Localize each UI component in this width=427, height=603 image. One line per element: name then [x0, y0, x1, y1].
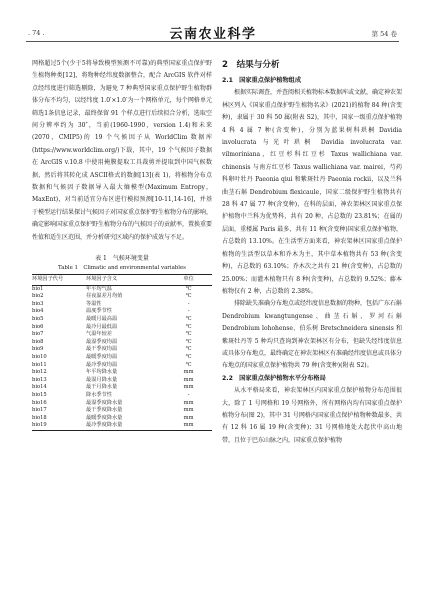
cell-variable-unit: ℃ — [185, 361, 192, 368]
table-caption-en: Table 1 Climatic and environmental variables — [58, 265, 186, 272]
cell-variable-unit: mm — [183, 407, 194, 414]
page-number: . 74 . — [28, 29, 45, 37]
header-rule — [26, 41, 399, 42]
cell-variable-code: bio1 — [32, 285, 44, 292]
cell-variable-meaning: 最暖季度均温 — [86, 354, 118, 361]
table-row — [32, 400, 212, 408]
cell-variable-code: bio10 — [32, 354, 47, 361]
table-row — [32, 377, 212, 385]
cell-variable-unit: mm — [183, 376, 194, 383]
horizontal-distribution-paragraph: 从水平格局来看，神农架林区内国家重点保护植物分布范围很大，除了 1 号网格和 19 号网格外，所有网格内均有国家重点保护植物分布(图 2)，其中 31 号网格内国家重点保护植物种数最多，共有 12 科 16 属 19 种(含变种)；31 号网格地处大起伏中高山地带，且位于巴东山脉之内，国家重点保护植物 — [222, 387, 402, 444]
cell-variable-unit: mm — [183, 414, 194, 421]
cell-variable-code: bio18 — [32, 414, 47, 421]
cell-variable-unit: mm — [183, 399, 194, 406]
cell-variable-unit: - — [187, 392, 190, 398]
cell-variable-unit: - — [187, 308, 190, 315]
cell-variable-meaning: 最干季度均温 — [86, 346, 118, 353]
table-row — [32, 369, 212, 377]
cell-variable-meaning: 最湿季度均温 — [86, 338, 118, 345]
cell-variable-code: bio11 — [32, 361, 47, 368]
table-row — [32, 339, 212, 347]
table-row — [32, 392, 212, 400]
cell-variable-code: bio2 — [32, 293, 44, 300]
table-body — [32, 285, 212, 430]
cell-variable-meaning: 最冷季度降水量 — [86, 422, 165, 430]
left-column — [32, 58, 212, 431]
section-heading-results: 2 结果与分析 — [222, 60, 280, 70]
cell-variable-unit: mm — [183, 369, 194, 376]
cell-variable-code: bio6 — [32, 323, 44, 330]
cell-variable-meaning: 温度季节性 — [86, 308, 112, 315]
cell-variable-code: bio3 — [32, 300, 44, 307]
table-row — [32, 362, 212, 370]
cell-variable-unit: ℃ — [185, 316, 192, 323]
cell-variable-code: bio5 — [32, 316, 44, 323]
table-row — [32, 316, 212, 324]
right-column — [222, 58, 402, 447]
excluded-species-paragraph: 排除缺失准确分布地点或经纬度信息数据的物种，包括广东石斛 Dendrobium kwangtungense、曲茎石斛、罗河石斛 Dendrobium lohohense、伯乐树 Bretschneidera sinensis 和紫斑牡丹等 5 种均只查询到神农架林区有分布，但缺失经纬度信息或具体分布地点，最终确定在神农架林区有准确经纬度信息或具体分布地点的国家重点保护植物共 79 种(含变种)(附表 S2)。 — [222, 300, 403, 370]
cell-variable-meaning: 昼夜温差月均值 — [86, 293, 123, 300]
table-row — [32, 293, 212, 301]
cell-variable-meaning: 最湿季度降水量 — [86, 399, 123, 406]
methods-paragraph: 网格超过5个(少于5将导致模型预测不可靠)的典型国家重点保护野生植物种类[12]，将物种经纬度数据整合，配合 ArcGIS 软件对样点经纬度进行筛选剔除，为避免 7 种典型国家重点保护野生植物群体分布不均匀，以经纬度 1.0′×1.0′为一个网格单元，每个网格单元筛选1条信息记录，最终保留 91 个样点进行后续拟合分析，选取空间分辨率约为 30″，当前(1960-1990，version 1.4)和未来(2070，CMIP5)的 19 个气候因子从 WorldClim 数据库(https://www.worldclim.org/)下载，其中，19 个气候因子数据在 ArcGIS v.10.8 中使用掩膜提取工具裁剪并提取到中国气候数据，然后将其转化成 ASCII格式的数据[13](表 1)，将植物分布点数据和气候因子数据导入最大熵模型(Maximum Entropy，MaxEnt)，对当前适宜分布区进行模拟预测[10-11,14-16]，并基于模型运行结果探讨气候因子对国家重点保护野生植物分布的影响，确定影响国家重点保护野生植物分布的气候因子的贡献率，置换重要性值和适生区范围，并分析研究区域内的保护成效与不足。 — [32, 60, 213, 241]
column-header-unit: 单位 — [165, 275, 212, 286]
plant-composition-paragraph: 根据实际调查，并查阅相关植物标本数据库或文献，确定神农架林区列入《国家重点保护野生植物名录》(2021)的植物 84 种(含变种)，隶属于 30 科 50 属(附表 S2)，其中，国家一级重点保护植物 4 科 4 属 7 种(含变种)，分别为蓝果树科珙桐 Davidia involucrata 与光叶珙桐 Davidia involucrata var. vilmoriniana，红豆杉科红豆杉 Taxus wallichiana var. chinensis 与南方红豆杉 Taxus wallichiana var. mairei，芍药科卵叶牡丹 Paeonia qiui 和紫斑牡丹 Paeonia rockii，以及兰科曲茎石斛 Dendrobium flexicaule，国家二级保护野生植物共有 28 科 47 属 77 种(含变种)，在科的层面，神农架林区国家重点保护植物中兰科为优势科，共有 20 种，占总数的 23.81%；在属的层面，重楼属 Paris 最多，共有 11 种(含变种)国家重点保护植物，占总数的 13.10%。在生活型方面来看，神农架林区国家重点保护植物的生活型以草本和乔木为主，其中草本植物共有 53 种(含变种)，占总数的 63.10%；乔木次之共有 21 种(含变种)，占总数的 25.00%；而灌木植物只有 8 种(含变种)，占总数的 9.52%；藤本植物仅有 2 种，占总数的 2.38%。 — [222, 89, 403, 295]
cell-variable-code: bio19 — [32, 422, 86, 430]
cell-variable-unit: ℃ — [185, 354, 192, 361]
table-row — [32, 301, 212, 309]
cell-variable-meaning: 年平均气温 — [86, 285, 112, 292]
cell-variable-code: bio4 — [32, 308, 44, 315]
table-row — [32, 422, 212, 430]
cell-variable-meaning: 年平均降水量 — [86, 369, 118, 376]
cell-variable-meaning: 最冷月最低温 — [86, 323, 118, 330]
cell-variable-code: bio7 — [32, 331, 44, 338]
cell-variable-unit: mm — [183, 384, 194, 391]
climate-variables-table — [32, 274, 212, 431]
subsection-heading-2-2: 2.2 国家重点保护植物水平分布格局 — [222, 374, 326, 382]
table-row — [32, 324, 212, 332]
cell-variable-meaning: 最干月降水量 — [86, 384, 118, 391]
cell-variable-code: bio12 — [32, 369, 47, 376]
cell-variable-unit: ℃ — [185, 293, 192, 300]
cell-variable-unit: ℃ — [185, 323, 192, 330]
cell-variable-code: bio14 — [32, 384, 47, 391]
table-row — [32, 384, 212, 392]
cell-variable-meaning: 气温年较差 — [86, 331, 112, 338]
cell-variable-meaning: 最暖月最高温 — [86, 316, 118, 323]
cell-variable-unit: mm — [165, 422, 212, 430]
table-row — [32, 346, 212, 354]
cell-variable-unit: ℃ — [185, 338, 192, 345]
journal-name: 云南农业科学 — [169, 27, 257, 42]
cell-variable-meaning: 最暖季度降水量 — [86, 414, 123, 421]
table-row — [32, 407, 212, 415]
cell-variable-meaning: 等温性 — [86, 300, 102, 307]
subsection-heading-2-1: 2.1 国家重点保护植物组成 — [222, 77, 302, 84]
cell-variable-code: bio17 — [32, 407, 47, 414]
table-row — [32, 331, 212, 339]
cell-variable-unit: ℃ — [185, 331, 192, 338]
column-header-meaning: 环境因子含义 — [86, 275, 165, 286]
cell-variable-unit: ℃ — [185, 346, 192, 353]
table-row — [32, 415, 212, 423]
table-row — [32, 308, 212, 316]
cell-variable-code: bio13 — [32, 376, 47, 383]
cell-variable-unit: - — [187, 300, 190, 307]
table-caption-cn: 表 1 气候环境变量 — [95, 255, 149, 263]
table-header-row — [32, 275, 212, 286]
table-row — [32, 285, 212, 293]
cell-variable-code: bio9 — [32, 346, 44, 353]
cell-variable-meaning: 降水季节性 — [86, 392, 112, 398]
cell-variable-meaning: 最干季度降水量 — [86, 407, 123, 414]
cell-variable-code: bio16 — [32, 399, 47, 406]
cell-variable-code: bio8 — [32, 338, 44, 345]
cell-variable-meaning: 最冷季度均温 — [86, 361, 118, 368]
column-header-code: 环境因子代号 — [32, 275, 86, 286]
table-row — [32, 354, 212, 362]
cell-variable-meaning: 最湿月降水量 — [86, 376, 118, 383]
cell-variable-code: bio15 — [32, 392, 47, 398]
volume-label: 第 54 卷 — [371, 30, 397, 38]
cell-variable-unit: ℃ — [185, 285, 192, 292]
